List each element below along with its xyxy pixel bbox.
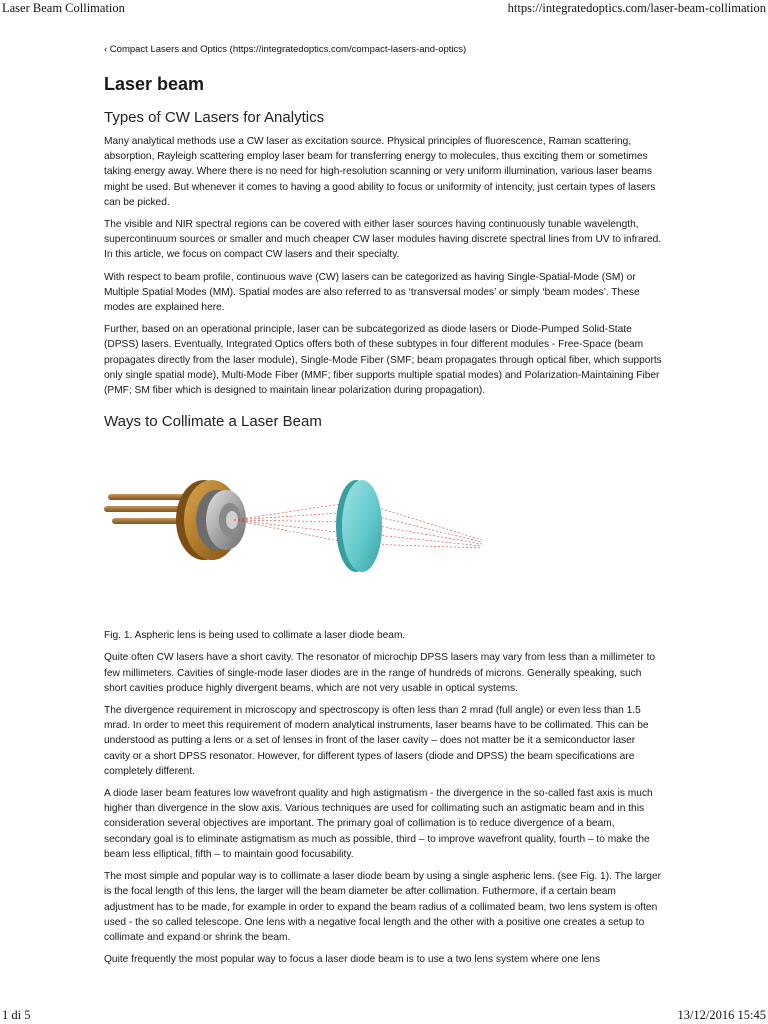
- section-heading-collimate: Ways to Collimate a Laser Beam: [104, 413, 322, 431]
- breadcrumb-link[interactable]: ‹ Compact Lasers and Optics (https://integratedoptics.com/compact-lasers-and-optics): [104, 44, 467, 55]
- print-header-title: Laser Beam Collimation: [2, 1, 125, 15]
- article: [104, 44, 664, 974]
- aspheric-lens: [336, 480, 382, 572]
- laser-diode-collimation-illustration: [104, 442, 484, 620]
- paragraph: With respect to beam profile, continuous wave (CW) lasers can be categorized as having Single-Spatial-Mode (SM) or Multiple Spatial Modes (MM). Spatial modes are also referred to as ‘transversal modes’ or simply ‘beam modes’. These modes are explained here.: [104, 271, 640, 314]
- print-datetime: 13/12/2016 15:45: [677, 1008, 766, 1022]
- print-header-url: https://integratedoptics.com/laser-beam-collimation: [507, 1, 766, 15]
- print-footer: [0, 1006, 768, 1024]
- print-header: [0, 0, 768, 18]
- figure-laser-diode-lens: [104, 442, 484, 620]
- section-heading-types: Types of CW Lasers for Analytics: [104, 109, 325, 126]
- paragraph: The most simple and popular way is to collimate a laser diode beam by using a single aspheric lens. (see Fig. 1). The larger is the focal length of this lens, the larger will the beam diameter be after collimation. Futhermore, if a certain beam adjustment has to be made, for example in order to expand the beam radius of a collimated beam, two lens system is often used - the so called telescope. One lens with a negative focal length and the other with a positive one creates a setup to collimate and expand or shrink the beam.: [104, 871, 662, 943]
- paragraph: The divergence requirement in microscopy and spectroscopy is often less than 2 mrad (full angle) or even less than 1.5 mrad. In order to meet this requirement of modern analytical instruments, laser beams have to be collimated. This can be understood as putting a lens or a set of lenses in front of the laser cavity – does not matter be it a semiconductor laser cavity or a short DPSS resonator. However, for different types of lasers (diode and DPSS) the beam specifications are completely different.: [104, 705, 649, 777]
- paragraph: A diode laser beam features low wavefront quality and high astigmatism - the divergence in the so-called fast axis is much higher than divergence in the slow axis. Various techniques are used for collimating such an astigmatic beam and in this consideration several objectives are important. The primary goal of collimation is to reduce divergence of a beam, secondary goal is to eliminate astigmatism as much as possible, third – to improve wavefront quality, fourth – to make the beam less elliptical, fifth – to maintain good focusability.: [104, 788, 653, 860]
- paragraph: Quite often CW lasers have a short cavity. The resonator of microchip DPSS lasers may vary from less than a millimeter to few millimeters. Cavities of single-mode laser diodes are in the range of hundreds of microns. Generally speaking, such short cavities produce highly divergent beams, which are not very usable in optical systems.: [104, 652, 656, 694]
- paragraph: Quite frequently the most popular way to focus a laser diode beam is to use a two lens system where one lens: [104, 954, 601, 966]
- paragraph: Many analytical methods use a CW laser as excitation source. Physical principles of fluorescence, Raman scattering, absorption, Rayleigh scattering employ laser beam for transferring energy to molecules, thus exciting them or sometimes taking energy away. Where there is no need for high-resolution scanning or very uniform illumination, various laser beams might be used. But whenever it comes to having a good ability to focus or uniformity of intencity, just certain types of lasers can be picked.: [104, 136, 656, 208]
- page-title: Laser beam: [104, 74, 205, 94]
- page-number: 1 di 5: [2, 1008, 31, 1022]
- diode-pins: [104, 494, 188, 524]
- paragraph: The visible and NIR spectral regions can be covered with either laser sources having continuously tunable wavelength, supercontinuum sources or smaller and much cheaper CW laser modules having discrete spectral lines from UV to infrared. In this article, we focus on compact CW lasers and their specialty.: [104, 219, 662, 261]
- paragraph: Further, based on an operational principle, laser can be subcategorized as diode lasers or Diode-Pumped Solid-State (DPSS) lasers. Eventually, Integrated Optics offers both of these subtypes in four different modules - Free-Space (beam propagates directly from the laser module), Single-Mode Fiber (SMF; beam propagates through optical fiber, which supports only single spatial mode), Multi-Mode Fiber (MMF; fiber supports multiple spatial modes) and Polarization-Maintaining Fiber (PMF; SM fiber which is designed to maintain linear polarization during propagation).: [104, 324, 662, 397]
- figure-caption: Fig. 1. Aspheric lens is being used to collimate a laser diode beam.: [104, 630, 406, 642]
